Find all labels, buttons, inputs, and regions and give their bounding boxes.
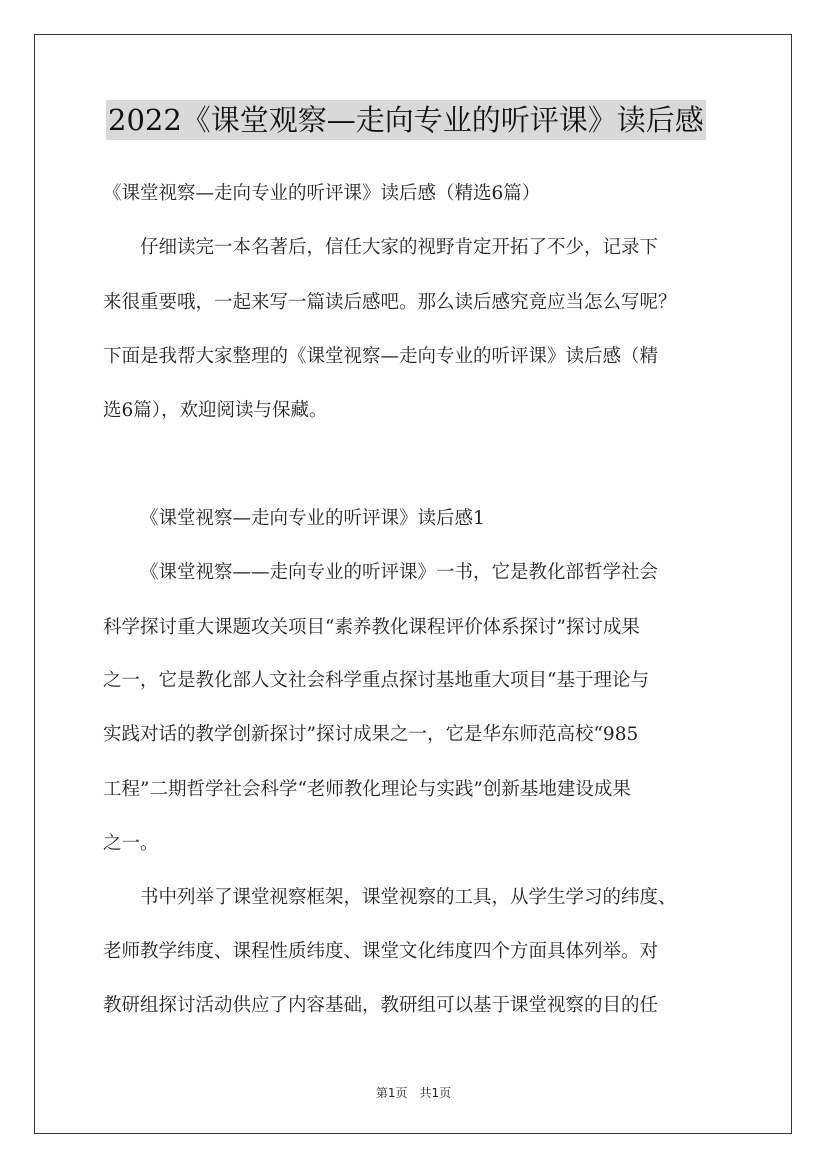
intro-line: 下面是我帮大家整理的《课堂视察—走向专业的听评课》读后感（精: [103, 346, 659, 367]
section-heading: 《课堂视察—走向专业的听评课》读后感1: [140, 508, 485, 529]
document-title: 2022《课堂观察—走向专业的听评课》读后感: [106, 100, 706, 140]
document-subtitle: 《课堂视察—走向专业的听评课》读后感（精选6篇）: [103, 183, 541, 204]
paragraph-line: 工程”二期哲学社会科学“老师教化理论与实践”创新基地建设成果: [103, 779, 631, 800]
intro-line: 来很重要哦，一起来写一篇读后感吧。那么读后感究竟应当怎么写呢？: [103, 292, 677, 313]
paragraph-line: 科学探讨重大课题攻关项目“素养教化课程评价体系探讨”探讨成果: [103, 617, 640, 638]
paragraph-line: 教研组探讨活动供应了内容基础，教研组可以基于课堂视察的目的任: [103, 995, 659, 1016]
intro-line: 选6篇），欢迎阅读与保藏。: [103, 400, 328, 421]
paragraph-line: 《课堂视察——走向专业的听评课》一书，它是教化部哲学社会: [140, 562, 659, 583]
paragraph-line: 老师教学纬度、课程性质纬度、课堂文化纬度四个方面具体列举。对: [103, 941, 659, 962]
paragraph-line: 之一。: [103, 833, 159, 854]
paragraph-line: 之一，它是教化部人文社会科学重点探讨基地重大项目“基于理论与: [103, 670, 649, 691]
paragraph-line: 书中列举了课堂视察框架，课堂视察的工具，从学生学习的纬度、: [140, 887, 677, 908]
intro-line: 仔细读完一本名著后，信任大家的视野肯定开拓了不少，记录下: [140, 237, 659, 258]
paragraph-line: 实践对话的教学创新探讨”探讨成果之一，它是华东师范高校“985: [103, 724, 639, 745]
page-number-footer: 第1页 共1页: [375, 1086, 452, 1100]
